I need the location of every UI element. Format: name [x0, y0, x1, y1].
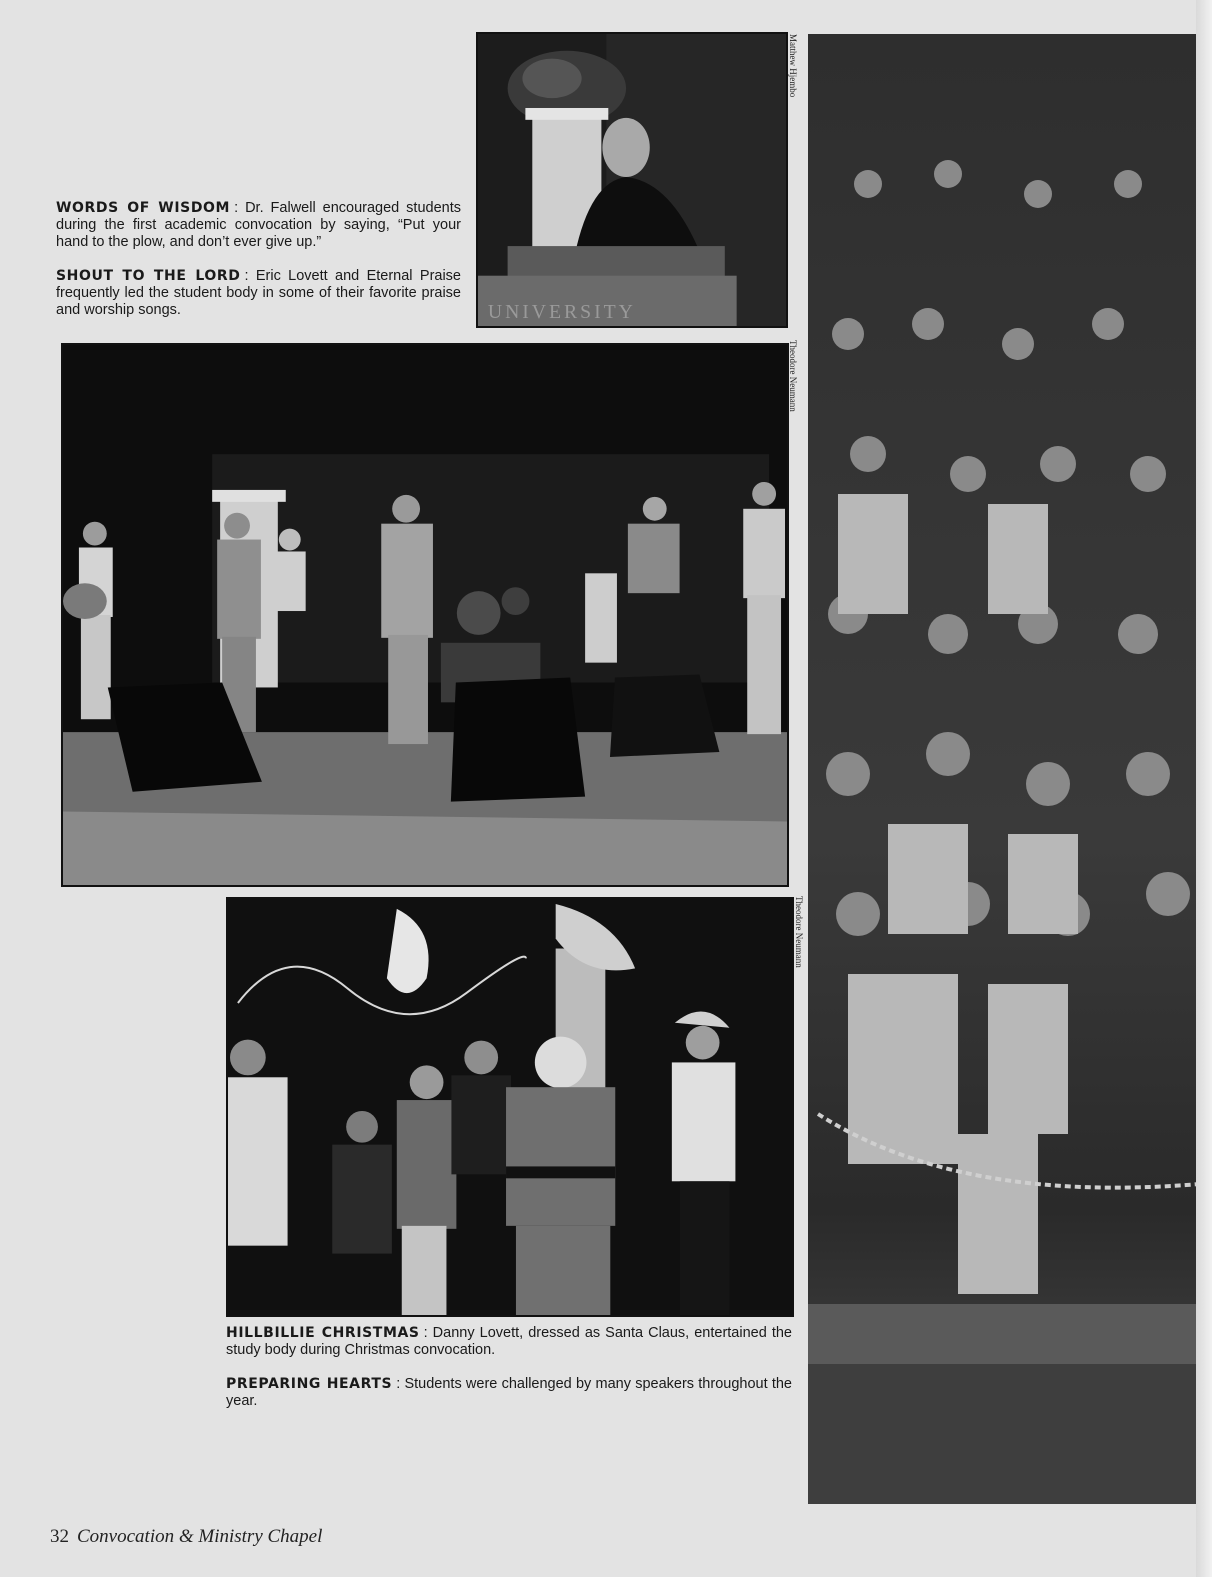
caption-heading: PREPARING HEARTS — [226, 1376, 393, 1392]
photo-christmas-convocation — [226, 897, 794, 1317]
photo-student-audience — [808, 34, 1200, 1504]
podium-sign-text: UNIVERSITY — [487, 301, 636, 324]
caption-words-of-wisdom — [56, 200, 461, 251]
section-title: Convocation & Ministry Chapel — [77, 1526, 323, 1547]
caption-text: : Dr. Falwell encouraged students during the first academic convocation by saying, “Put your hand to the plow, and don’t ever give up.” — [56, 200, 462, 250]
caption-preparing-hearts — [226, 1376, 792, 1410]
caption-block-bottom — [226, 1325, 792, 1427]
caption-text: : Eric Lovett and Eternal Praise frequently led the student body in some of their favorite praise and worship songs. — [56, 268, 461, 318]
caption-hillbillie-christmas — [226, 1325, 792, 1359]
caption-heading: SHOUT TO THE LORD — [56, 268, 241, 284]
caption-shout-to-the-lord — [56, 268, 461, 319]
caption-text: : Students were challenged by many speakers throughout the year. — [226, 1376, 792, 1409]
photo-credit-band: Theodore Neumann — [788, 340, 798, 412]
caption-block-top — [56, 200, 461, 336]
photo-worship-band — [61, 343, 789, 887]
page-footer — [50, 1526, 322, 1548]
photo-podium-speaker — [476, 32, 788, 328]
caption-text: : Danny Lovett, dressed as Santa Claus, entertained the study body during Christmas convocation. — [226, 1325, 792, 1358]
caption-heading: HILLBILLIE CHRISTMAS — [226, 1325, 420, 1341]
photo-credit-podium: Matthew Hjembo — [788, 34, 798, 98]
page-number: 32 — [50, 1526, 69, 1547]
page-binding-edge — [1196, 0, 1212, 1577]
photo-credit-christmas: Theodore Neumann — [794, 896, 804, 968]
caption-heading: WORDS OF WISDOM — [56, 200, 231, 216]
